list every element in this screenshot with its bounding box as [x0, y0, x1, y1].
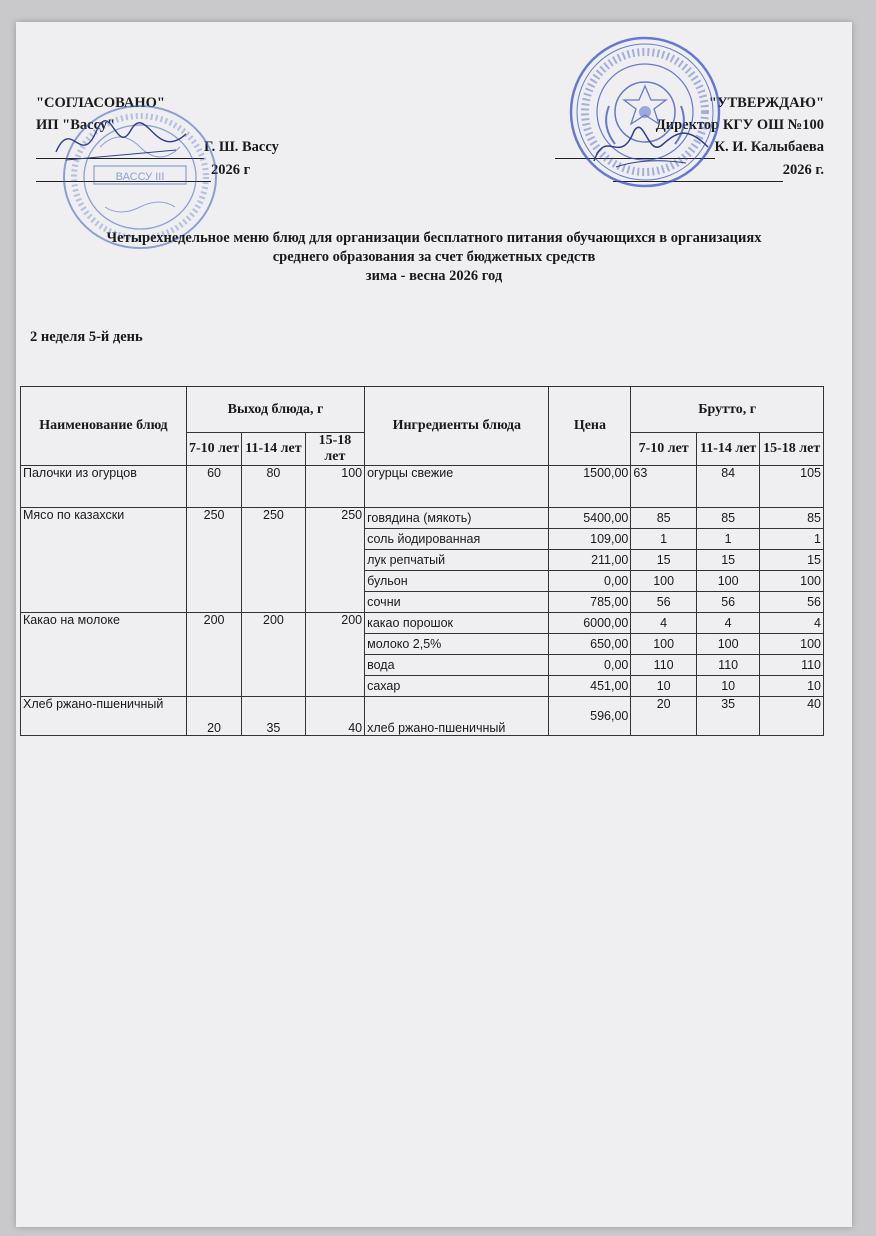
ingredient-price: 0,00	[549, 655, 631, 676]
ingredient-name: какао порошок	[365, 613, 549, 634]
gross-value: 15	[696, 550, 759, 571]
ingredient-price: 6000,00	[549, 613, 631, 634]
signature-left-icon	[46, 112, 196, 172]
approval-left-name: Г. Ш. Вассу	[204, 139, 279, 155]
yield-value: 60	[186, 466, 241, 508]
yield-value: 200	[186, 613, 241, 697]
gross-value: 1	[760, 529, 824, 550]
gross-value: 84	[696, 466, 759, 508]
gross-value: 110	[696, 655, 759, 676]
dish-name: Какао на молоке	[21, 613, 187, 697]
table-row	[21, 697, 824, 736]
gross-value: 110	[760, 655, 824, 676]
gross-value: 10	[631, 676, 697, 697]
gross-value: 63	[631, 466, 697, 508]
ingredient-price: 211,00	[549, 550, 631, 571]
document-page	[16, 22, 852, 1227]
gross-value: 110	[631, 655, 697, 676]
ingredient-name: говядина (мякоть)	[365, 508, 549, 529]
gross-value: 100	[760, 634, 824, 655]
gross-value: 105	[760, 466, 824, 508]
gross-value: 100	[631, 571, 697, 592]
gross-value: 85	[631, 508, 697, 529]
ingredient-price: 451,00	[549, 676, 631, 697]
ingredient-name: хлеб ржано-пшеничный	[365, 697, 549, 736]
gross-value: 4	[696, 613, 759, 634]
ingredient-name: бульон	[365, 571, 549, 592]
ingredient-price: 109,00	[549, 529, 631, 550]
gross-value: 10	[760, 676, 824, 697]
ingredient-price: 5400,00	[549, 508, 631, 529]
yield-value: 35	[242, 697, 305, 736]
ingredient-name: молоко 2,5%	[365, 634, 549, 655]
table-row	[21, 508, 824, 529]
dish-name: Хлеб ржано-пшеничный	[21, 697, 187, 736]
yield-value: 80	[242, 466, 305, 508]
yield-value: 250	[186, 508, 241, 613]
header-yield: Выход блюда, г	[186, 387, 364, 433]
gross-value: 1	[631, 529, 697, 550]
dish-name: Мясо по казахски	[21, 508, 187, 613]
header-yield-age-2: 11-14 лет	[242, 433, 305, 466]
gross-value: 85	[760, 508, 824, 529]
stamp-left-text: ВАССУ III	[115, 171, 165, 183]
yield-value: 100	[305, 466, 364, 508]
yield-value: 250	[305, 508, 364, 613]
yield-value: 250	[242, 508, 305, 613]
table-row	[21, 613, 824, 634]
gross-value: 100	[696, 634, 759, 655]
ingredient-name: вода	[365, 655, 549, 676]
signature-right-icon	[586, 117, 716, 177]
document-title	[16, 229, 852, 286]
header-dish: Наименование блюд	[21, 387, 187, 466]
gross-value: 35	[696, 697, 759, 736]
header-price: Цена	[549, 387, 631, 466]
gross-value: 4	[760, 613, 824, 634]
header-gross-age-2: 11-14 лет	[696, 433, 759, 466]
header-gross-age-3: 15-18 лет	[760, 433, 824, 466]
gross-value: 100	[696, 571, 759, 592]
gross-value: 4	[631, 613, 697, 634]
approval-left-title: "СОГЛАСОВАНО"	[36, 95, 165, 111]
approval-right-year: 2026 г.	[782, 162, 824, 178]
gross-value: 15	[631, 550, 697, 571]
menu-table	[20, 386, 824, 736]
ingredient-name: сочни	[365, 592, 549, 613]
gross-value: 56	[760, 592, 824, 613]
gross-value: 15	[760, 550, 824, 571]
ingredient-price: 785,00	[549, 592, 631, 613]
gross-value: 1	[696, 529, 759, 550]
gross-value: 10	[696, 676, 759, 697]
approval-right-name: К. И. Калыбаева	[714, 139, 824, 155]
ingredient-name: огурцы свежие	[365, 466, 549, 508]
ingredient-name: лук репчатый	[365, 550, 549, 571]
week-day-label: 2 неделя 5-й день	[30, 329, 143, 345]
yield-value: 20	[186, 697, 241, 736]
header-yield-age-1: 7-10 лет	[186, 433, 241, 466]
gross-value: 85	[696, 508, 759, 529]
ingredient-price: 596,00	[549, 697, 631, 736]
dish-name: Палочки из огурцов	[21, 466, 187, 508]
approval-right-title: "УТВЕРЖДАЮ"	[708, 95, 824, 111]
gross-value: 100	[631, 634, 697, 655]
yield-value: 40	[305, 697, 364, 736]
header-gross: Брутто, г	[631, 387, 824, 433]
document-title-line3: зима - весна 2026 год	[365, 268, 503, 284]
gross-value: 56	[696, 592, 759, 613]
gross-value: 40	[760, 697, 824, 736]
yield-value: 200	[242, 613, 305, 697]
ingredient-price: 0,00	[549, 571, 631, 592]
ingredient-price: 1500,00	[549, 466, 631, 508]
gross-value: 56	[631, 592, 697, 613]
yield-value: 200	[305, 613, 364, 697]
ingredient-name: соль йодированная	[365, 529, 549, 550]
table-row	[21, 466, 824, 508]
document-title-line2: среднего образования за счет бюджетных средств	[272, 249, 596, 265]
ingredient-price: 650,00	[549, 634, 631, 655]
header-gross-age-1: 7-10 лет	[631, 433, 697, 466]
gross-value: 100	[760, 571, 824, 592]
document-title-line1: Четырехнедельное меню блюд для организации бесплатного питания обучающихся в организациях	[106, 230, 762, 246]
approval-right-position: Директор КГУ ОШ №100	[655, 117, 824, 133]
gross-value: 20	[631, 697, 697, 736]
approval-left-org: ИП "Вассу"	[36, 117, 116, 133]
ingredient-name: сахар	[365, 676, 549, 697]
approval-left-year: 2026 г	[211, 162, 251, 178]
header-ingredients: Ингредиенты блюда	[365, 387, 549, 466]
header-yield-age-3: 15-18 лет	[305, 433, 364, 466]
